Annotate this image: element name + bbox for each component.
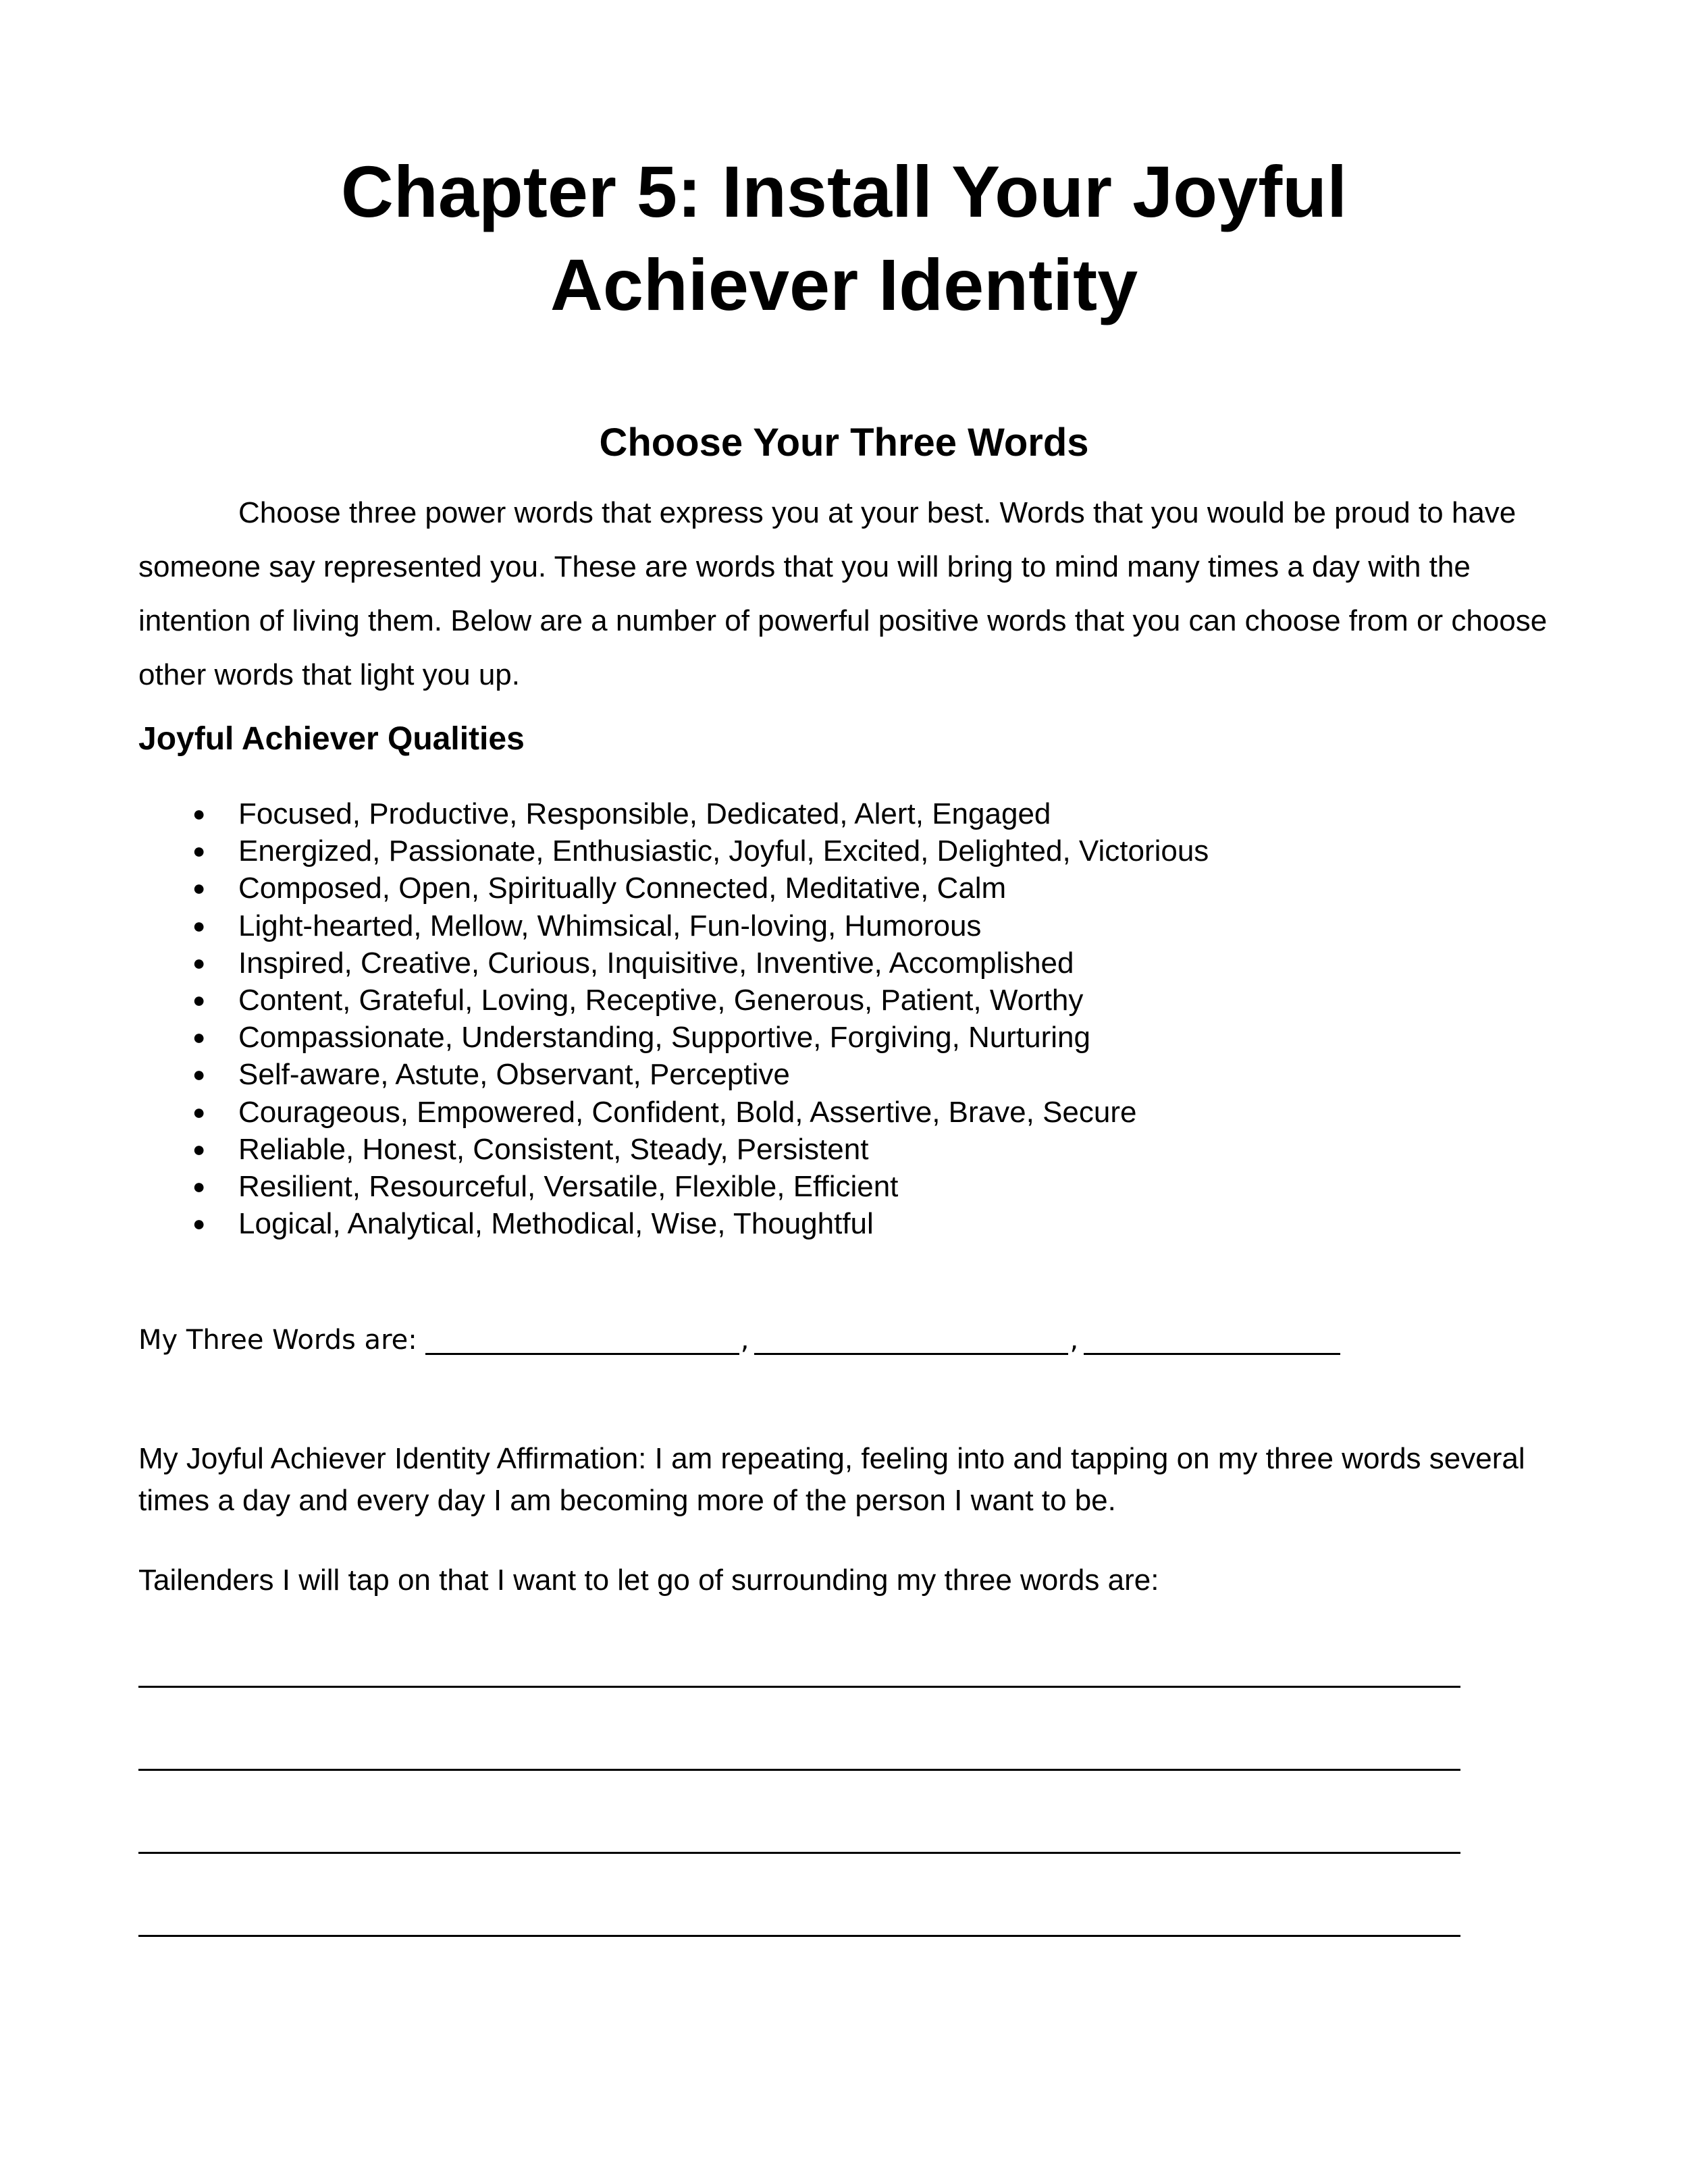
bullet-icon: ● xyxy=(192,1062,206,1087)
list-item-text: Energized, Passionate, Enthusiastic, Joyful, Excited, Delighted, Victorious xyxy=(238,834,1209,868)
writing-line[interactable] xyxy=(138,1686,1460,1688)
list-item-text: Reliable, Honest, Consistent, Steady, Persistent xyxy=(238,1132,869,1166)
writing-line[interactable] xyxy=(138,1852,1460,1854)
list-item-text: Logical, Analytical, Methodical, Wise, Thoughtful xyxy=(238,1207,874,1241)
tailenders-prompt: Tailenders I will tap on that I want to let go of surrounding my three words are: xyxy=(138,1564,1159,1597)
writing-line[interactable] xyxy=(138,1769,1460,1771)
bullet-icon: ● xyxy=(192,1136,206,1161)
list-item xyxy=(138,870,1556,907)
word-one-blank[interactable] xyxy=(425,1323,739,1355)
list-item xyxy=(138,795,1556,832)
affirmation-paragraph: My Joyful Achiever Identity Affirmation: I am repeating, feeling into and tapping on my three words several times a day and every day I am becoming more of the person I want to be. xyxy=(138,1442,1525,1517)
bullet-icon: ● xyxy=(192,838,206,863)
three-words-row xyxy=(138,1320,1340,1360)
list-item-text: Courageous, Empowered, Confident, Bold, Assertive, Brave, Secure xyxy=(238,1095,1137,1129)
list-item-text: Compassionate, Understanding, Supportive, Forgiving, Nurturing xyxy=(238,1021,1090,1055)
list-item xyxy=(138,1205,1556,1242)
bullet-icon: ● xyxy=(192,988,206,1013)
separator: , xyxy=(740,1325,749,1356)
bullet-icon: ● xyxy=(192,1099,206,1124)
list-item xyxy=(138,944,1556,982)
list-item-text: Focused, Productive, Responsible, Dedicated, Alert, Engaged xyxy=(238,797,1051,830)
bullet-icon: ● xyxy=(192,950,206,975)
list-item xyxy=(138,1094,1556,1131)
list-item xyxy=(138,982,1556,1019)
list-item-text: Content, Grateful, Loving, Receptive, Generous, Patient, Worthy xyxy=(238,984,1084,1017)
bullet-icon: ● xyxy=(192,913,206,938)
bullet-icon: ● xyxy=(192,876,206,901)
list-item xyxy=(138,907,1556,944)
section-title: Choose Your Three Words xyxy=(599,421,1089,464)
bullet-icon: ● xyxy=(192,801,206,826)
word-two-blank[interactable] xyxy=(754,1323,1068,1355)
qualities-list xyxy=(138,795,1556,1242)
bullet-icon: ● xyxy=(192,1211,206,1236)
list-item-text: Light-hearted, Mellow, Whimsical, Fun-loving, Humorous xyxy=(238,909,982,942)
list-item-text: Inspired, Creative, Curious, Inquisitive, Inventive, Accomplished xyxy=(238,946,1074,980)
bullet-icon: ● xyxy=(192,1025,206,1050)
list-item xyxy=(138,1019,1556,1056)
writing-line[interactable] xyxy=(138,1935,1460,1937)
separator: , xyxy=(1070,1325,1079,1356)
qualities-heading: Joyful Achiever Qualities xyxy=(138,721,525,757)
list-item xyxy=(138,1131,1556,1168)
list-item xyxy=(138,832,1556,870)
three-words-label: My Three Words are: xyxy=(138,1325,417,1356)
list-item xyxy=(138,1056,1556,1093)
intro-paragraph: Choose three power words that express you at your best. Words that you would be proud to have someone say represented you. These are words that you will bring to mind many times a day with the intention of living them. Below are a number of powerful positive words that you can choose from or choose other words that light you up. xyxy=(138,496,1548,691)
chapter-title: Chapter 5: Install Your Joyful Achiever Identity xyxy=(340,151,1348,325)
list-item-text: Resilient, Resourceful, Versatile, Flexible, Efficient xyxy=(238,1170,899,1204)
list-item xyxy=(138,1168,1556,1205)
list-item-text: Composed, Open, Spiritually Connected, Meditative, Calm xyxy=(238,872,1007,905)
list-item-text: Self-aware, Astute, Observant, Perceptive xyxy=(238,1058,790,1092)
bullet-icon: ● xyxy=(192,1174,206,1199)
word-three-blank[interactable] xyxy=(1084,1323,1340,1355)
